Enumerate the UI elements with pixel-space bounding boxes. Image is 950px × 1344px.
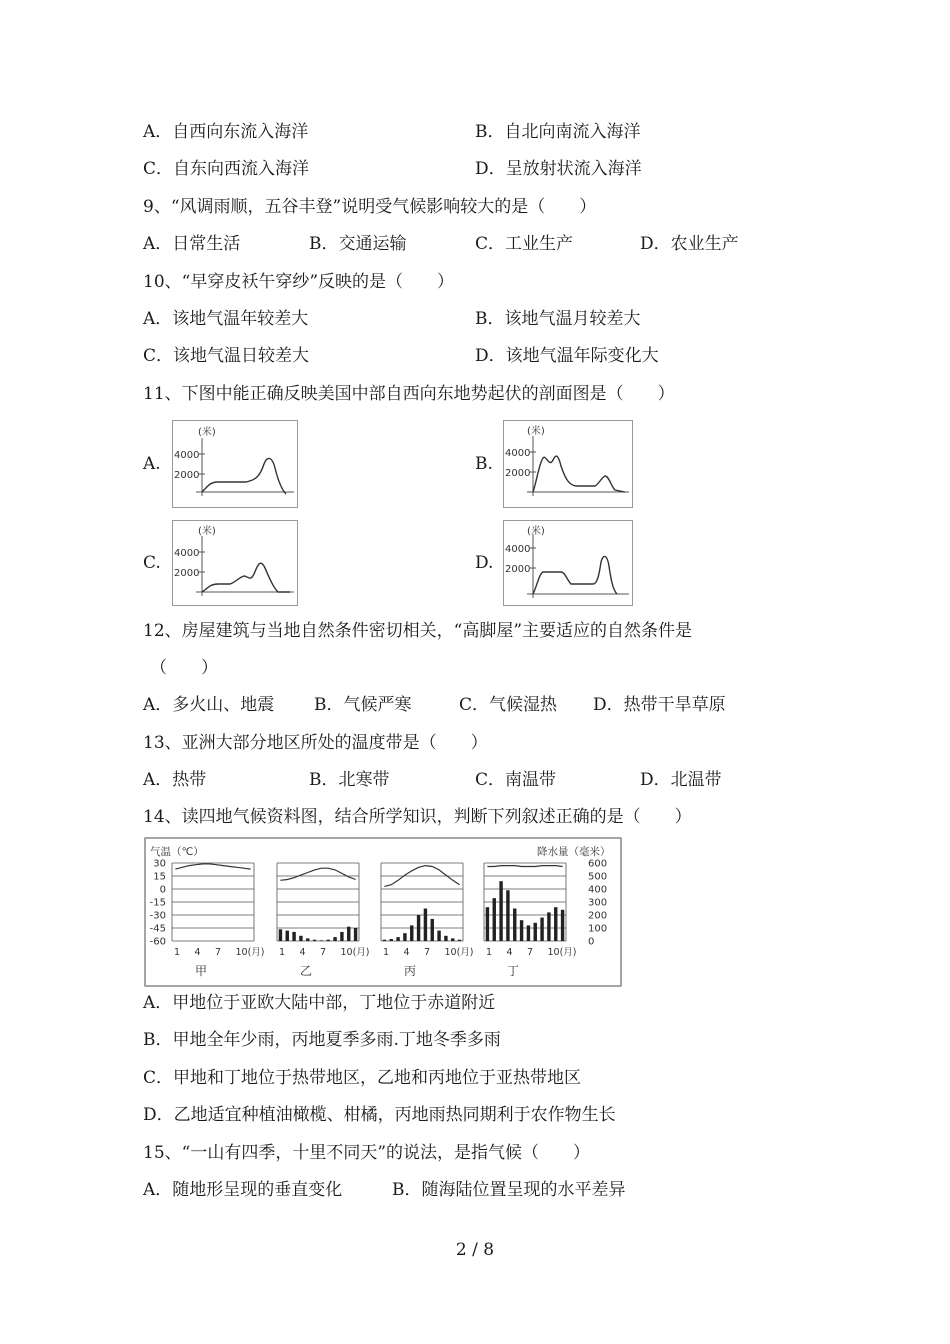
temperature-tick-label: -30 — [149, 910, 166, 922]
precipitation-bar — [499, 881, 502, 941]
month-tick-label: 4 — [299, 947, 306, 958]
q10-option-b: B．该地气温月较差大 — [475, 309, 641, 329]
precipitation-bar — [396, 937, 399, 941]
q9-option-d: D．农业生产 — [640, 234, 739, 254]
temperature-curve — [280, 868, 355, 880]
q15-option-a: A．随地形呈现的垂直变化 — [143, 1180, 343, 1200]
station-label: 乙 — [300, 964, 313, 978]
tick-2000: 2000 — [174, 470, 200, 481]
precipitation-bar — [403, 933, 406, 941]
precipitation-bar — [279, 929, 282, 941]
q12-option-b: B．气候严寒 — [314, 695, 412, 715]
temperature-tick-label: -60 — [149, 936, 166, 948]
q11-option-c-label: C. — [143, 553, 161, 573]
q14-option-a: A．甲地位于亚欧大陆中部，丁地位于赤道附近 — [143, 993, 496, 1013]
precipitation-bar — [527, 925, 530, 941]
precipitation-bar — [547, 912, 550, 941]
temperature-tick-label: -45 — [149, 923, 166, 935]
month-tick-label: 10(月) — [340, 947, 370, 958]
month-tick-label: 1 — [174, 947, 181, 958]
q13-option-c: C．南温带 — [475, 770, 557, 790]
q12-stem: 12、房屋建筑与当地自然条件密切相关，“高脚屋”主要适应的自然条件是 — [143, 621, 693, 641]
precipitation-bar — [383, 940, 386, 941]
q15-stem: 15、“一山有四季，十里不同天”的说法，是指气候（ ） — [143, 1143, 591, 1163]
month-tick-label: 7 — [424, 947, 431, 958]
q13-option-b: B．北寒带 — [309, 770, 390, 790]
q13-stem: 13、亚洲大部分地区所处的温度带是（ ） — [143, 733, 488, 753]
precipitation-bar — [451, 938, 454, 941]
precipitation-bar — [534, 923, 537, 941]
temperature-tick-label: -15 — [149, 897, 166, 909]
profile-figure-b — [503, 420, 633, 508]
q8-option-b: B．自北向南流入海洋 — [475, 122, 641, 142]
precipitation-bar — [333, 937, 336, 941]
q10-option-d: D．该地气温年际变化大 — [475, 346, 659, 366]
svg-text:(米): (米) — [527, 426, 545, 437]
q14-option-c: C．甲地和丁地位于热带地区，乙地和丙地位于亚热带地区 — [143, 1068, 582, 1088]
month-tick-label: 4 — [506, 947, 513, 958]
precipitation-bar — [493, 898, 496, 941]
q11-stem: 11、下图中能正确反映美国中部自西向东地势起伏的剖面图是（ ） — [143, 384, 675, 404]
precipitation-bar — [327, 940, 330, 941]
precipitation-tick-label: 200 — [588, 910, 608, 922]
precipitation-bar — [390, 939, 393, 941]
q12-option-d: D．热带干旱草原 — [593, 695, 726, 715]
q12-stem-blank: （ ） — [150, 658, 218, 678]
climate-chart-figure — [144, 837, 622, 987]
month-tick-label: 1 — [279, 947, 286, 958]
svg-text:(米): (米) — [527, 526, 545, 537]
page-number: 2 / 8 — [455, 1240, 495, 1260]
svg-text:4000: 4000 — [505, 448, 531, 459]
profile-line — [533, 456, 625, 492]
tick-4000: 4000 — [174, 450, 200, 461]
temperature-tick-label: 15 — [153, 871, 166, 883]
station-label: 甲 — [195, 964, 208, 978]
precipitation-bar — [506, 890, 509, 941]
svg-text:2000: 2000 — [505, 564, 531, 575]
precipitation-bar — [299, 936, 302, 941]
precipitation-tick-label: 500 — [588, 871, 608, 883]
precipitation-bar — [306, 938, 309, 941]
q13-option-d: D．北温带 — [640, 770, 722, 790]
precipitation-bar — [286, 931, 289, 941]
temperature-tick-label: 0 — [159, 884, 166, 896]
profile-figure-c — [172, 520, 298, 606]
q9-option-c: C．工业生产 — [475, 234, 574, 254]
precipitation-bar — [431, 919, 434, 941]
precipitation-bar — [520, 920, 523, 941]
precipitation-tick-label: 300 — [588, 897, 608, 909]
q10-option-a: A．该地气温年较差大 — [143, 309, 309, 329]
profile-figure-a — [172, 420, 298, 508]
month-tick-label: 10(月) — [235, 947, 265, 958]
precipitation-bar — [410, 925, 413, 941]
svg-text:4000: 4000 — [505, 544, 531, 555]
precipitation-tick-label: 600 — [588, 858, 608, 870]
svg-text:4000: 4000 — [174, 548, 200, 559]
precipitation-bar — [292, 932, 295, 941]
profile-line — [202, 458, 286, 494]
precipitation-bar — [347, 927, 350, 941]
precipitation-tick-label: 400 — [588, 884, 608, 896]
q14-option-b: B．甲地全年少雨，丙地夏季多雨.丁地冬季多雨 — [143, 1030, 501, 1050]
q13-option-a: A．热带 — [143, 770, 207, 790]
svg-text:2000: 2000 — [174, 568, 200, 579]
precipitation-bar — [513, 909, 516, 942]
station-label: 丁 — [507, 964, 520, 978]
q8-option-c: C．自东向西流入海洋 — [143, 159, 310, 179]
q8-option-a: A．自西向东流入海洋 — [143, 122, 309, 142]
q12-option-c: C．气候湿热 — [459, 695, 558, 715]
svg-text:(米): (米) — [198, 526, 216, 537]
precipitation-bar — [320, 940, 323, 941]
precipitation-bar — [540, 918, 543, 941]
q14-option-d: D．乙地适宜种植油橄榄、柑橘，丙地雨热同期利于农作物生长 — [143, 1105, 616, 1125]
month-tick-label: 7 — [215, 947, 222, 958]
q9-stem: 9、“风调雨顺，五谷丰登”说明受气候影响较大的是（ ） — [143, 197, 597, 217]
precipitation-bar — [437, 931, 440, 941]
precipitation-bar — [424, 909, 427, 942]
month-tick-label: 1 — [383, 947, 390, 958]
station-label: 丙 — [404, 964, 417, 978]
profile-line — [533, 556, 617, 594]
month-tick-label: 1 — [486, 947, 493, 958]
q11-option-b-label: B. — [475, 454, 493, 474]
precipitation-bar — [561, 910, 564, 941]
svg-text:2000: 2000 — [505, 468, 531, 479]
unit-label: (米) — [198, 427, 216, 438]
q15-option-b: B．随海陆位置呈现的水平差异 — [392, 1180, 626, 1200]
q14-stem: 14、读四地气候资料图，结合所学知识，判断下列叙述正确的是（ ） — [143, 807, 692, 827]
precipitation-tick-label: 100 — [588, 923, 608, 935]
profile-line — [202, 563, 290, 592]
temperature-curve — [487, 866, 562, 867]
q11-option-a-label: A. — [143, 454, 161, 474]
month-tick-label: 4 — [194, 947, 201, 958]
precipitation-tick-label: 0 — [588, 936, 595, 948]
precipitation-bar — [458, 940, 461, 941]
precipitation-bar — [554, 907, 557, 941]
temperature-tick-label: 30 — [153, 858, 166, 870]
q10-stem: 10、“早穿皮袄午穿纱”反映的是（ ） — [143, 272, 455, 292]
month-tick-label: 7 — [320, 947, 327, 958]
temperature-curve — [175, 864, 250, 869]
month-tick-label: 7 — [527, 947, 534, 958]
q12-option-a: A．多火山、地震 — [143, 695, 275, 715]
profile-figure-d — [503, 520, 633, 606]
precipitation-bar — [417, 915, 420, 941]
q9-option-a: A．日常生活 — [143, 234, 241, 254]
month-tick-label: 10(月) — [547, 947, 577, 958]
precipitation-bar — [486, 907, 489, 941]
q10-option-c: C．该地气温日较差大 — [143, 346, 310, 366]
precipitation-bar — [444, 936, 447, 941]
precipitation-bar — [313, 940, 316, 941]
month-tick-label: 4 — [403, 947, 410, 958]
q9-option-b: B．交通运输 — [309, 234, 407, 254]
precipitation-axis-title: 降水量（毫米） — [537, 846, 611, 858]
q11-option-d-label: D. — [475, 553, 494, 573]
month-tick-label: 10(月) — [444, 947, 474, 958]
temperature-axis-title: 气温（℃） — [150, 846, 204, 858]
q8-option-d: D．呈放射状流入海洋 — [475, 159, 642, 179]
precipitation-bar — [340, 932, 343, 941]
precipitation-bar — [354, 928, 357, 941]
